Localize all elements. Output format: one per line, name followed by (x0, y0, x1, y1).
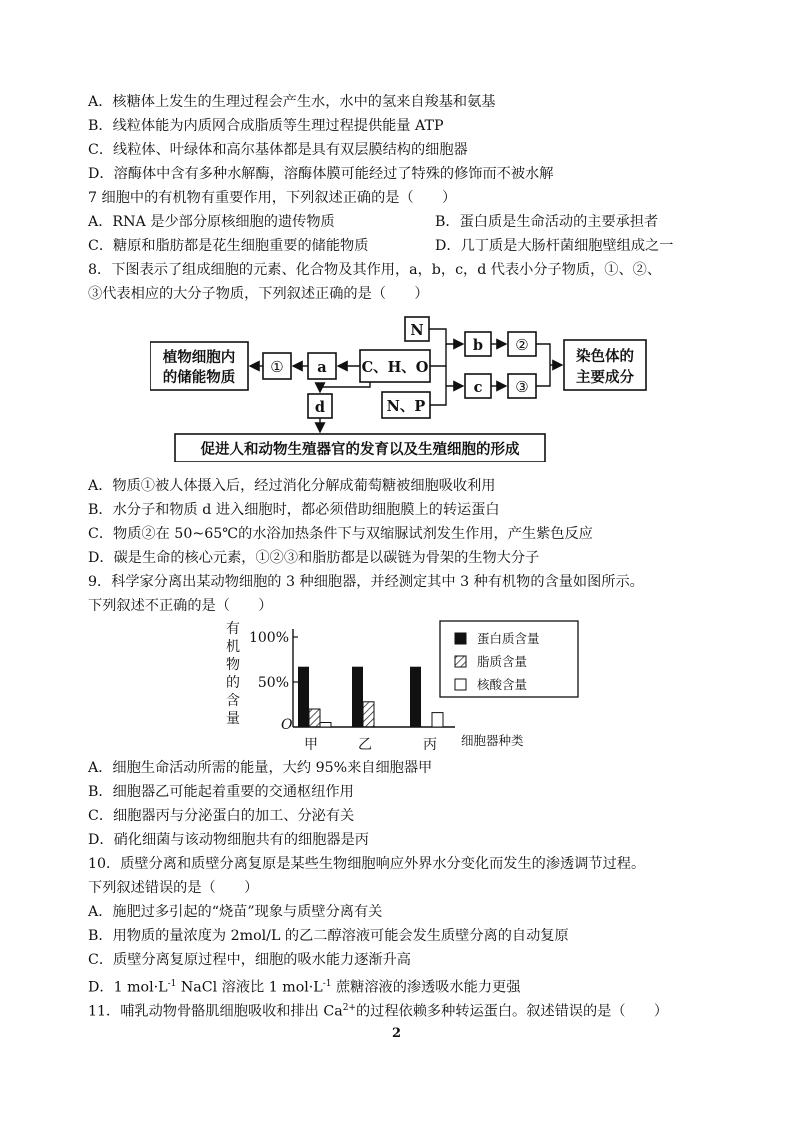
y-tick-label: 100% (248, 630, 289, 646)
bar-脂质含量-甲 (309, 709, 320, 727)
q10-d-text-3: 蔗糖溶液的渗透吸水能力更强 (331, 979, 521, 996)
q10-option-d (88, 974, 520, 998)
q10-d-sup-2: -1 (322, 979, 332, 989)
y-axis-label-char: 含 (226, 693, 240, 709)
x-category-label: 甲 (304, 737, 318, 753)
q11-text-1: 11．哺乳动物骨骼肌细胞吸收和排出 Ca (88, 1003, 343, 1020)
molecule-d-label: d (314, 399, 326, 416)
q6-option-c: C．线粒体、叶绿体和高尔基体都是具有双层膜结构的细胞器 (88, 142, 468, 158)
q9-option-c: C．细胞器丙与分泌蛋白的加工、分泌有关 (88, 808, 355, 824)
y-axis-label-char: 的 (226, 675, 240, 691)
q10-d-text-1: D．1 mol·L (88, 979, 168, 996)
q8-stem-line2: ③代表相应的大分子物质，下列叙述正确的是（ ） (88, 286, 429, 302)
bar-核酸含量-甲 (320, 723, 331, 728)
molecule-a-label: a (317, 359, 327, 376)
legend-label: 核酸含量 (477, 677, 528, 692)
q9-option-a: A．细胞生命活动所需的能量，大约 95%来自细胞器甲 (88, 760, 433, 776)
q10-option-a: A．施肥过多引起的“烧苗”现象与质壁分离有关 (88, 904, 383, 920)
chromosome-label-1: 染色体的 (576, 348, 634, 365)
bar-蛋白质含量-丙 (410, 667, 421, 727)
q6-option-a: A．核糖体上发生的生理过程会产生水，水中的氢来自羧基和氨基 (88, 94, 496, 110)
y-axis-label-char: 有 (226, 621, 240, 637)
macromolecule-1-label: ① (270, 358, 284, 376)
reproduction-function-label: 促进人和动物生殖器官的发育以及生殖细胞的形成 (200, 441, 520, 458)
q10-stem-line2: 下列叙述错误的是（ ） (88, 880, 259, 896)
y-axis-label-char: 物 (226, 657, 240, 673)
q6-option-d: D．溶酶体中含有多种水解酶，溶酶体膜可能经过了特殊的修饰而不被水解 (88, 166, 554, 182)
q8-stem-line1: 8．下图表示了组成细胞的元素、化合物及其作用，a，b，c，d 代表小分子物质，①、②、 (88, 262, 662, 278)
q7-option-b: B．蛋白质是生命活动的主要承担者 (435, 214, 659, 230)
bar-核酸含量-丙 (432, 713, 443, 727)
chart-bars (298, 667, 443, 727)
q7-option-d: D．几丁质是大肠杆菌细胞壁组成之一 (435, 238, 674, 254)
y-axis-label-char: 机 (226, 639, 240, 655)
y-axis-label (226, 621, 240, 727)
plant-storage-label-2: 的储能物质 (162, 369, 236, 386)
q7-option-a: A．RNA 是少部分原核细胞的遗传物质 (88, 214, 335, 230)
q7-option-c: C．糖原和脂肪都是花生细胞重要的储能物质 (88, 238, 369, 254)
n-element-label: N (410, 322, 424, 339)
q8-option-b: B．水分子和物质 d 进入细胞时，都必须借助细胞膜上的转运蛋白 (88, 502, 500, 518)
q7-stem: 7 细胞中的有机物有重要作用，下列叙述正确的是（ ） (88, 190, 457, 206)
bar-脂质含量-乙 (363, 702, 374, 727)
q11-sup: 2+ (342, 1003, 356, 1013)
q8-option-d: D．碳是生命的核心元素，①②③和脂肪都是以碳链为骨架的生物大分子 (88, 550, 540, 566)
x-category-labels (304, 737, 437, 753)
bar-蛋白质含量-甲 (298, 667, 309, 727)
legend-swatch (455, 656, 466, 667)
q10-d-sup-1: -1 (167, 979, 177, 989)
molecule-c-label: c (473, 379, 483, 396)
molecule-b-label: b (472, 337, 484, 354)
q11-stem (88, 998, 668, 1022)
legend-swatch (455, 679, 466, 690)
macromolecule-3-label: ③ (515, 378, 529, 396)
q8-option-c: C．物质②在 50~65℃的水浴加热条件下与双缩脲试剂发生作用，产生紫色反应 (88, 526, 593, 542)
origin-label: O (281, 717, 293, 733)
q10-option-b: B．用物质的量浓度为 2mol/L 的乙二醇溶液可能会发生质壁分离的自动复原 (88, 928, 569, 944)
q9-option-d: D．硝化细菌与该动物细胞共有的细胞器是丙 (88, 832, 369, 848)
cho-element-label: C、H、O (361, 359, 429, 376)
macromolecule-2-label: ② (515, 336, 529, 354)
chart-legend (440, 621, 578, 697)
q6-option-b: B．线粒体能为内质网合成脂质等生理过程提供能量 ATP (88, 118, 444, 134)
x-axis-label: 细胞器种类 (461, 733, 524, 748)
legend-swatch (455, 633, 466, 644)
plant-storage-label-1: 植物细胞内 (162, 349, 236, 366)
q8-flow-diagram (150, 312, 650, 462)
q9-stem-line2: 下列叙述不正确的是（ ） (88, 598, 273, 614)
page-number: 2 (391, 1026, 402, 1041)
q9-stem-line1: 9．科学家分离出某动物细胞的 3 种细胞器，并经测定其中 3 种有机物的含量如图所示。 (88, 574, 644, 590)
bar-蛋白质含量-乙 (352, 667, 363, 727)
y-axis-label-char: 量 (226, 711, 240, 727)
x-category-label: 丙 (423, 737, 437, 753)
q10-stem-line1: 10．质壁分离和质壁分离复原是某些生物细胞响应外界水分变化而发生的渗透调节过程。 (88, 856, 646, 872)
legend-label: 蛋白质含量 (477, 631, 540, 646)
q9-bar-chart (215, 615, 580, 755)
q8-option-a: A．物质①被人体摄入后，经过消化分解成葡萄糖被细胞吸收利用 (88, 478, 496, 494)
q9-option-b: B．细胞器乙可能起着重要的交通枢纽作用 (88, 784, 354, 800)
legend-label: 脂质含量 (477, 654, 528, 669)
q11-text-2: 的过程依赖多种转运蛋白。叙述错误的是（ ） (355, 1003, 669, 1020)
q10-option-c: C．质壁分离复原过程中，细胞的吸水能力逐渐升高 (88, 952, 411, 968)
chromosome-label-2: 主要成分 (576, 369, 634, 386)
np-element-label: N、P (386, 398, 426, 415)
x-category-label: 乙 (358, 737, 372, 753)
y-tick-label: 50% (257, 675, 289, 691)
q10-d-text-2: NaCl 溶液比 1 mol·L (176, 979, 323, 996)
